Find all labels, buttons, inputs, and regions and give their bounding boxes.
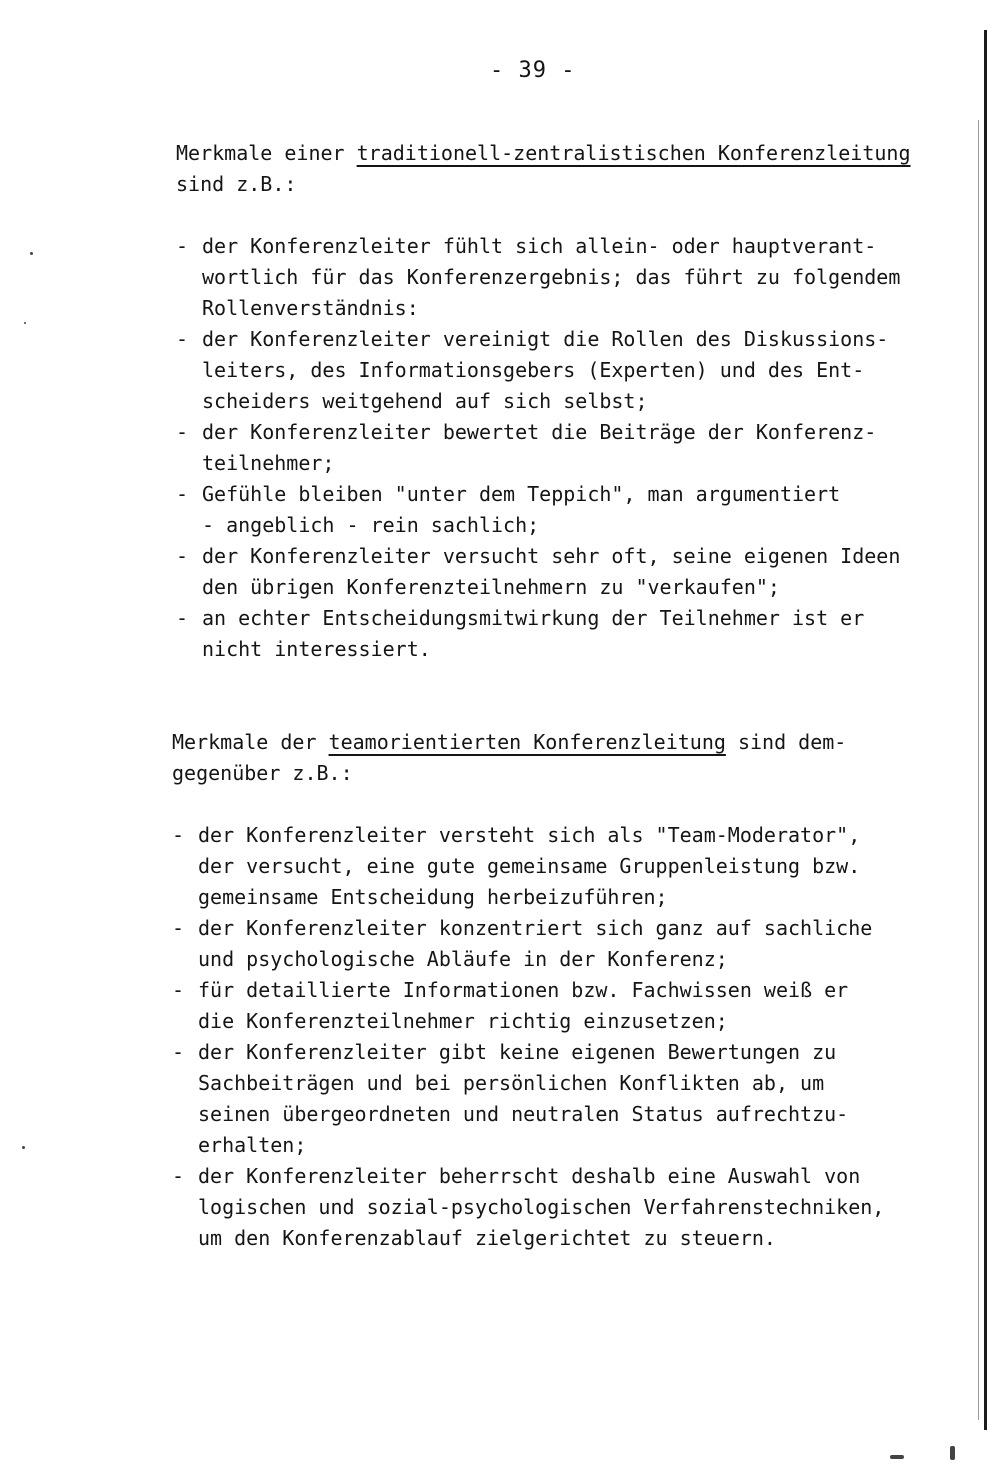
list-item: - der Konferenzleiter beherrscht deshalb eine Auswahl von logischen und sozial-psychologischen Verfahrenstechniken, um den Konferenzablauf zielgerichtet zu steuern. xyxy=(172,1161,932,1254)
scan-speck xyxy=(30,252,33,255)
scan-speck xyxy=(24,322,26,324)
section2-list xyxy=(172,820,932,1254)
scan-speck xyxy=(950,1446,955,1460)
list-item: - der Konferenzleiter gibt keine eigenen Bewertungen zu Sachbeiträgen und bei persönlichen Konflikten ab, um seinen übergeordneten und neutralen Status aufrechtzu- erhalten; xyxy=(172,1037,932,1161)
list-item: - Gefühle bleiben "unter dem Teppich", man argumentiert - angeblich - rein sachlich; xyxy=(176,479,936,541)
section2-intro-suffix: sind dem- xyxy=(737,730,847,754)
list-item: - der Konferenzleiter vereinigt die Rollen des Diskussions- leiters, des Informationsgebers (Experten) und des Ent- scheiders weitgehend auf sich selbst; xyxy=(176,324,936,417)
list-item: - an echter Entscheidungsmitwirkung der Teilnehmer ist er nicht interessiert. xyxy=(176,603,936,665)
section1-heading xyxy=(176,138,911,169)
section2-heading xyxy=(172,727,846,758)
page-number: - 39 - xyxy=(490,58,576,83)
section1-intro: Merkmale einer xyxy=(176,141,345,165)
section2-heading-line2: gegenüber z.B.: xyxy=(172,761,353,785)
scan-edge-shadow xyxy=(978,120,979,1420)
scan-edge-line xyxy=(984,30,987,1430)
section1-list xyxy=(176,231,936,665)
section1-underlined-term: traditionell-zentralistischen Konferenzleitung xyxy=(356,141,911,165)
list-item: - für detaillierte Informationen bzw. Fachwissen weiß er die Konferenzteilnehmer richtig einzusetzen; xyxy=(172,975,932,1037)
scan-speck xyxy=(890,1455,904,1459)
section1-heading-line2: sind z.B.: xyxy=(176,172,297,196)
scan-speck xyxy=(22,1146,25,1149)
section2-underlined-term: teamorientierten Konferenzleitung xyxy=(328,730,726,754)
list-item: - der Konferenzleiter bewertet die Beiträge der Konferenz- teilnehmer; xyxy=(176,417,936,479)
list-item: - der Konferenzleiter versucht sehr oft, seine eigenen Ideen den übrigen Konferenzteilnehmern zu "verkaufen"; xyxy=(176,541,936,603)
section2-intro: Merkmale der xyxy=(172,730,317,754)
list-item: - der Konferenzleiter versteht sich als "Team-Moderator", der versucht, eine gute gemeinsame Gruppenleistung bzw. gemeinsame Entscheidung herbeizuführen; xyxy=(172,820,932,913)
list-item: - der Konferenzleiter konzentriert sich ganz auf sachliche und psychologische Abläufe in der Konferenz; xyxy=(172,913,932,975)
list-item: - der Konferenzleiter fühlt sich allein- oder hauptverant- wortlich für das Konferenzergebnis; das führt zu folgendem Rollenverständnis: xyxy=(176,231,936,324)
